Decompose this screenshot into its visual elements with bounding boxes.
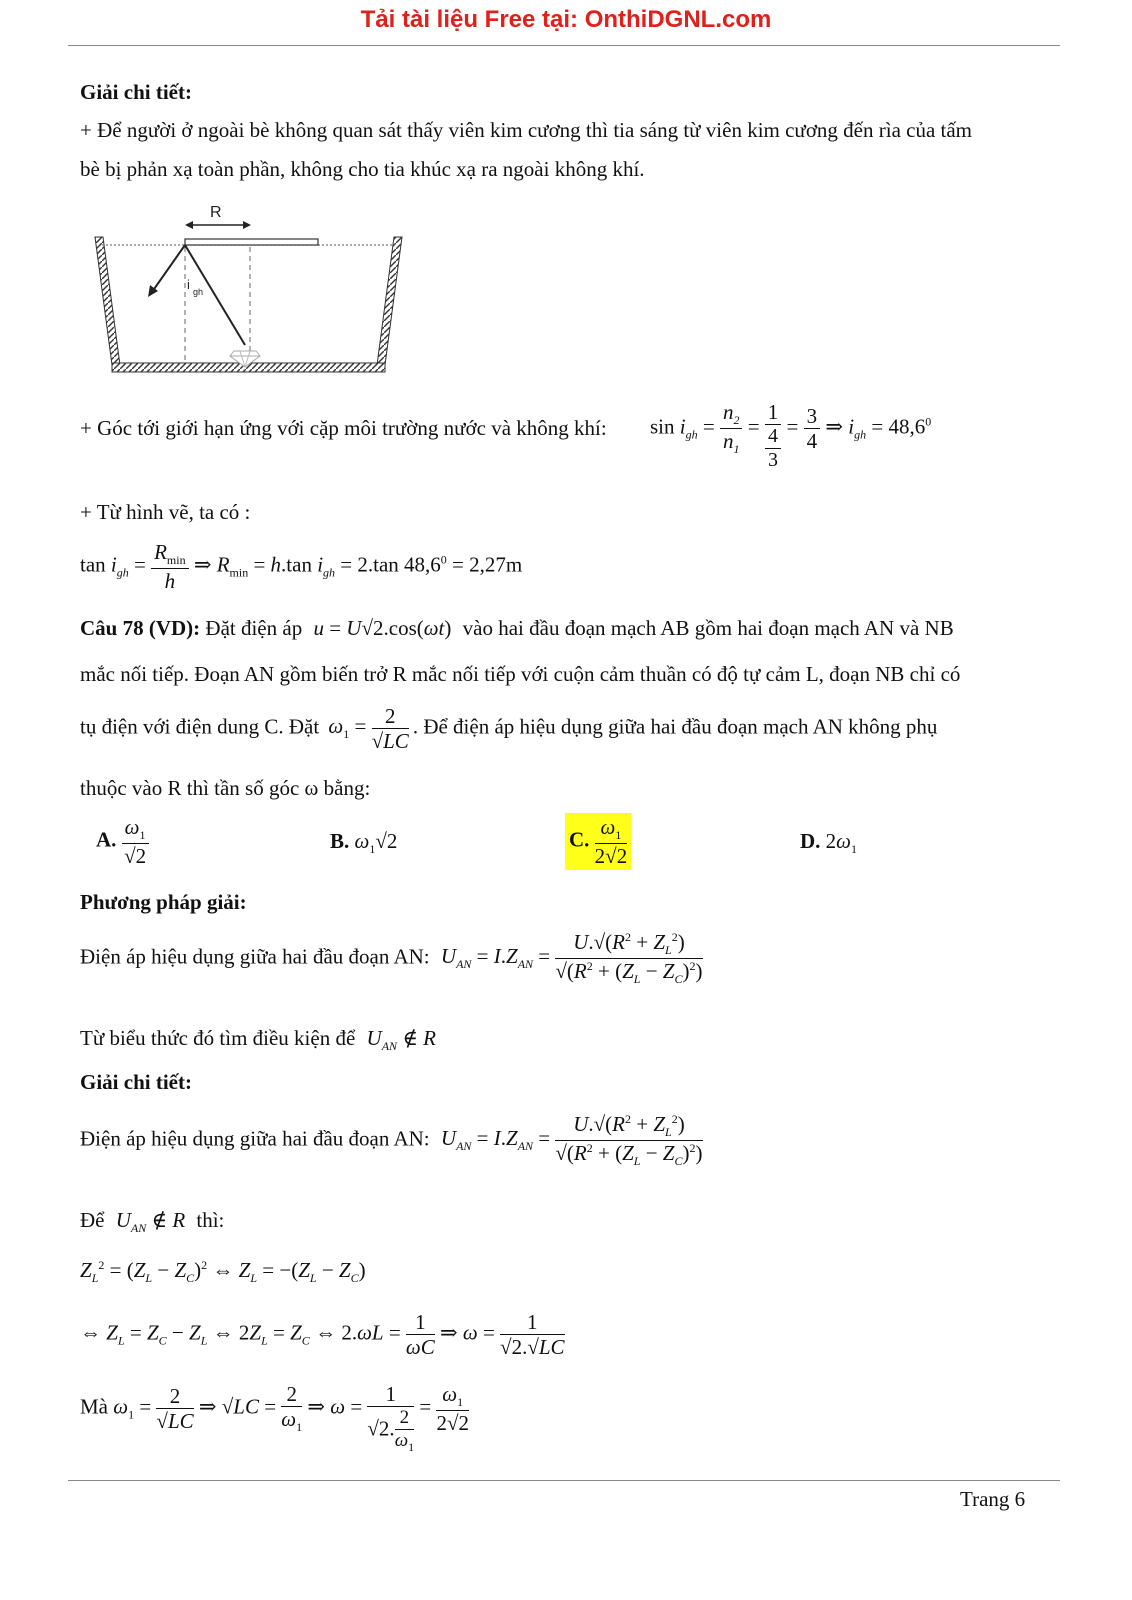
method-formula-line: Điện áp hiệu dụng giữa hai đầu đoạn AN: $U_{AN} = I.Z_{AN}$ = $\frac{U.√(R^2 + Z_L^2)}{√(R^2 + (Z_L - Z_C)^2)}$ — [80, 930, 703, 987]
solution-condition-line: Để $U_{AN}$ ∉ R thì: — [80, 1208, 225, 1236]
question-label: Câu 78 (VD): — [80, 616, 201, 640]
option-d[interactable]: D. $2\omega_1$ — [800, 829, 857, 857]
option-label: A. — [96, 827, 117, 852]
question-text: tụ điện với điện dung C. Đặt — [80, 714, 320, 739]
from-figure-text: + Từ hình vẽ, ta có : — [80, 500, 251, 524]
method-text: Điện áp hiệu dụng giữa hai đầu đoạn AN: — [80, 944, 430, 969]
paragraph-line: bè bị phản xạ toàn phần, không cho tia khúc xạ ra ngoài không khí. — [80, 157, 645, 181]
option-c[interactable]: C. $\frac{\omega_1}{2√2}$ — [565, 813, 631, 870]
critical-angle-value: 48,6 — [888, 414, 926, 439]
header-banner[interactable]: Tải tài liệu Free tại: OnthiDGNL.com — [360, 6, 772, 33]
raft-diamond-figure — [90, 195, 415, 380]
tan-result: = 2.tan 48,6 — [340, 552, 441, 577]
question-78-line2: mắc nối tiếp. Đoạn AN gồm biến trở R mắc nối tiếp với cuộn cảm thuần có độ tự cảm L, đoạn NB chỉ có — [80, 662, 961, 686]
option-label: B. — [330, 829, 350, 853]
footer-rule — [68, 1480, 1060, 1481]
solution-equation-2: ⇔ $Z_L = Z_C - Z_L$ ⇔ $2Z_L = Z_C$ ⇔ 2.ωL = $\frac{1}{\omega C}$ ⇒ ω = $\frac{1}{√2.√LC}$ — [80, 1310, 565, 1360]
method-heading: Phương pháp giải: — [80, 890, 247, 914]
page-number: Trang 6 — [960, 1487, 1026, 1511]
solution-heading: Giải chi tiết: — [80, 1070, 192, 1094]
solution-equation-1: $Z_L^2 = (Z_L - Z_C)^2$ ⇔ $Z_L = -(Z_L - Z_C)$ — [80, 1258, 366, 1286]
critical-angle-text: + Góc tới giới hạn ứng với cặp môi trường nước và không khí: — [80, 416, 607, 440]
tan-tail: = 2,27m — [452, 552, 523, 577]
header-rule — [68, 45, 1060, 46]
option-a[interactable]: A. $\frac{\omega_1}{√2}$ — [96, 815, 149, 868]
solution-text: thì: — [196, 1208, 225, 1232]
question-78-line3: tụ điện với điện dung C. Đặt $\omega_1$ = $\frac{2}{√LC}$ . Để điện áp hiệu dụng giữa hai đầu đoạn mạch AN không phụ — [80, 704, 938, 754]
option-label: D. — [800, 829, 821, 853]
question-78-line1: Câu 78 (VD): Đặt điện áp u = U√2.cos(ωt) vào hai đầu đoạn mạch AB gồm hai đoạn mạch AN và NB — [80, 616, 954, 640]
question-text: . Để điện áp hiệu dụng giữa hai đầu đoạn mạch AN không phụ — [412, 714, 938, 739]
question-text: vào hai đầu đoạn mạch AB gồm hai đoạn mạch AN và NB — [462, 616, 954, 640]
section-heading: Giải chi tiết: — [80, 80, 192, 104]
solution-text: Điện áp hiệu dụng giữa hai đầu đoạn AN: — [80, 1126, 430, 1151]
question-78-line4: thuộc vào R thì tần số góc ω bằng: — [80, 776, 371, 800]
question-text: Đặt điện áp — [205, 616, 303, 640]
solution-equation-3: Mà $\omega_1$ = $\frac{2}{√LC}$ ⇒ √LC = $\frac{2}{\omega_1}$ ⇒ ω = 1 √2. $\frac{2}{\omega_1}$ = $\frac{\omega_1}{2√2}$ — [80, 1382, 469, 1454]
paragraph-line: + Để người ở ngoài bè không quan sát thấy viên kim cương thì tia sáng từ viên kim cương đến rìa của tấm — [80, 118, 973, 142]
method-condition-line: Từ biểu thức đó tìm điều kiện để $U_{AN}$ ∉ R — [80, 1026, 436, 1054]
critical-angle-formula: $\sin i_{gh}$ = $\frac{n_2}{n_1}$ = $\frac{1}{\frac{4}{3}}$ = $\frac{3}{4}$ ⇒ $i_{gh} = 48,6^0$ — [650, 400, 932, 472]
figure-label-i: i — [187, 277, 190, 292]
option-label: C. — [569, 827, 590, 852]
method-text: Từ biểu thức đó tìm điều kiện để — [80, 1026, 356, 1050]
option-b[interactable]: B. $\omega_1√2$ — [330, 829, 398, 857]
solution-formula-line: Điện áp hiệu dụng giữa hai đầu đoạn AN: $U_{AN} = I.Z_{AN}$ = $\frac{U.√(R^2 + Z_L^2)}{√(R^2 + (Z_L - Z_C)^2)}$ — [80, 1112, 703, 1169]
solution-text: Mà — [80, 1394, 108, 1419]
solution-text: Để — [80, 1208, 105, 1232]
tan-formula: $\tan i_{gh}$ = $\frac{R_{min}}{h}$ ⇒ $R_{min} = h.\tan$ $i_{gh} = 2.\tan$ 48,6$^0$ = 2,27m — [80, 540, 523, 593]
figure-label-r: R — [210, 204, 222, 221]
figure-label-gh: gh — [193, 287, 204, 297]
